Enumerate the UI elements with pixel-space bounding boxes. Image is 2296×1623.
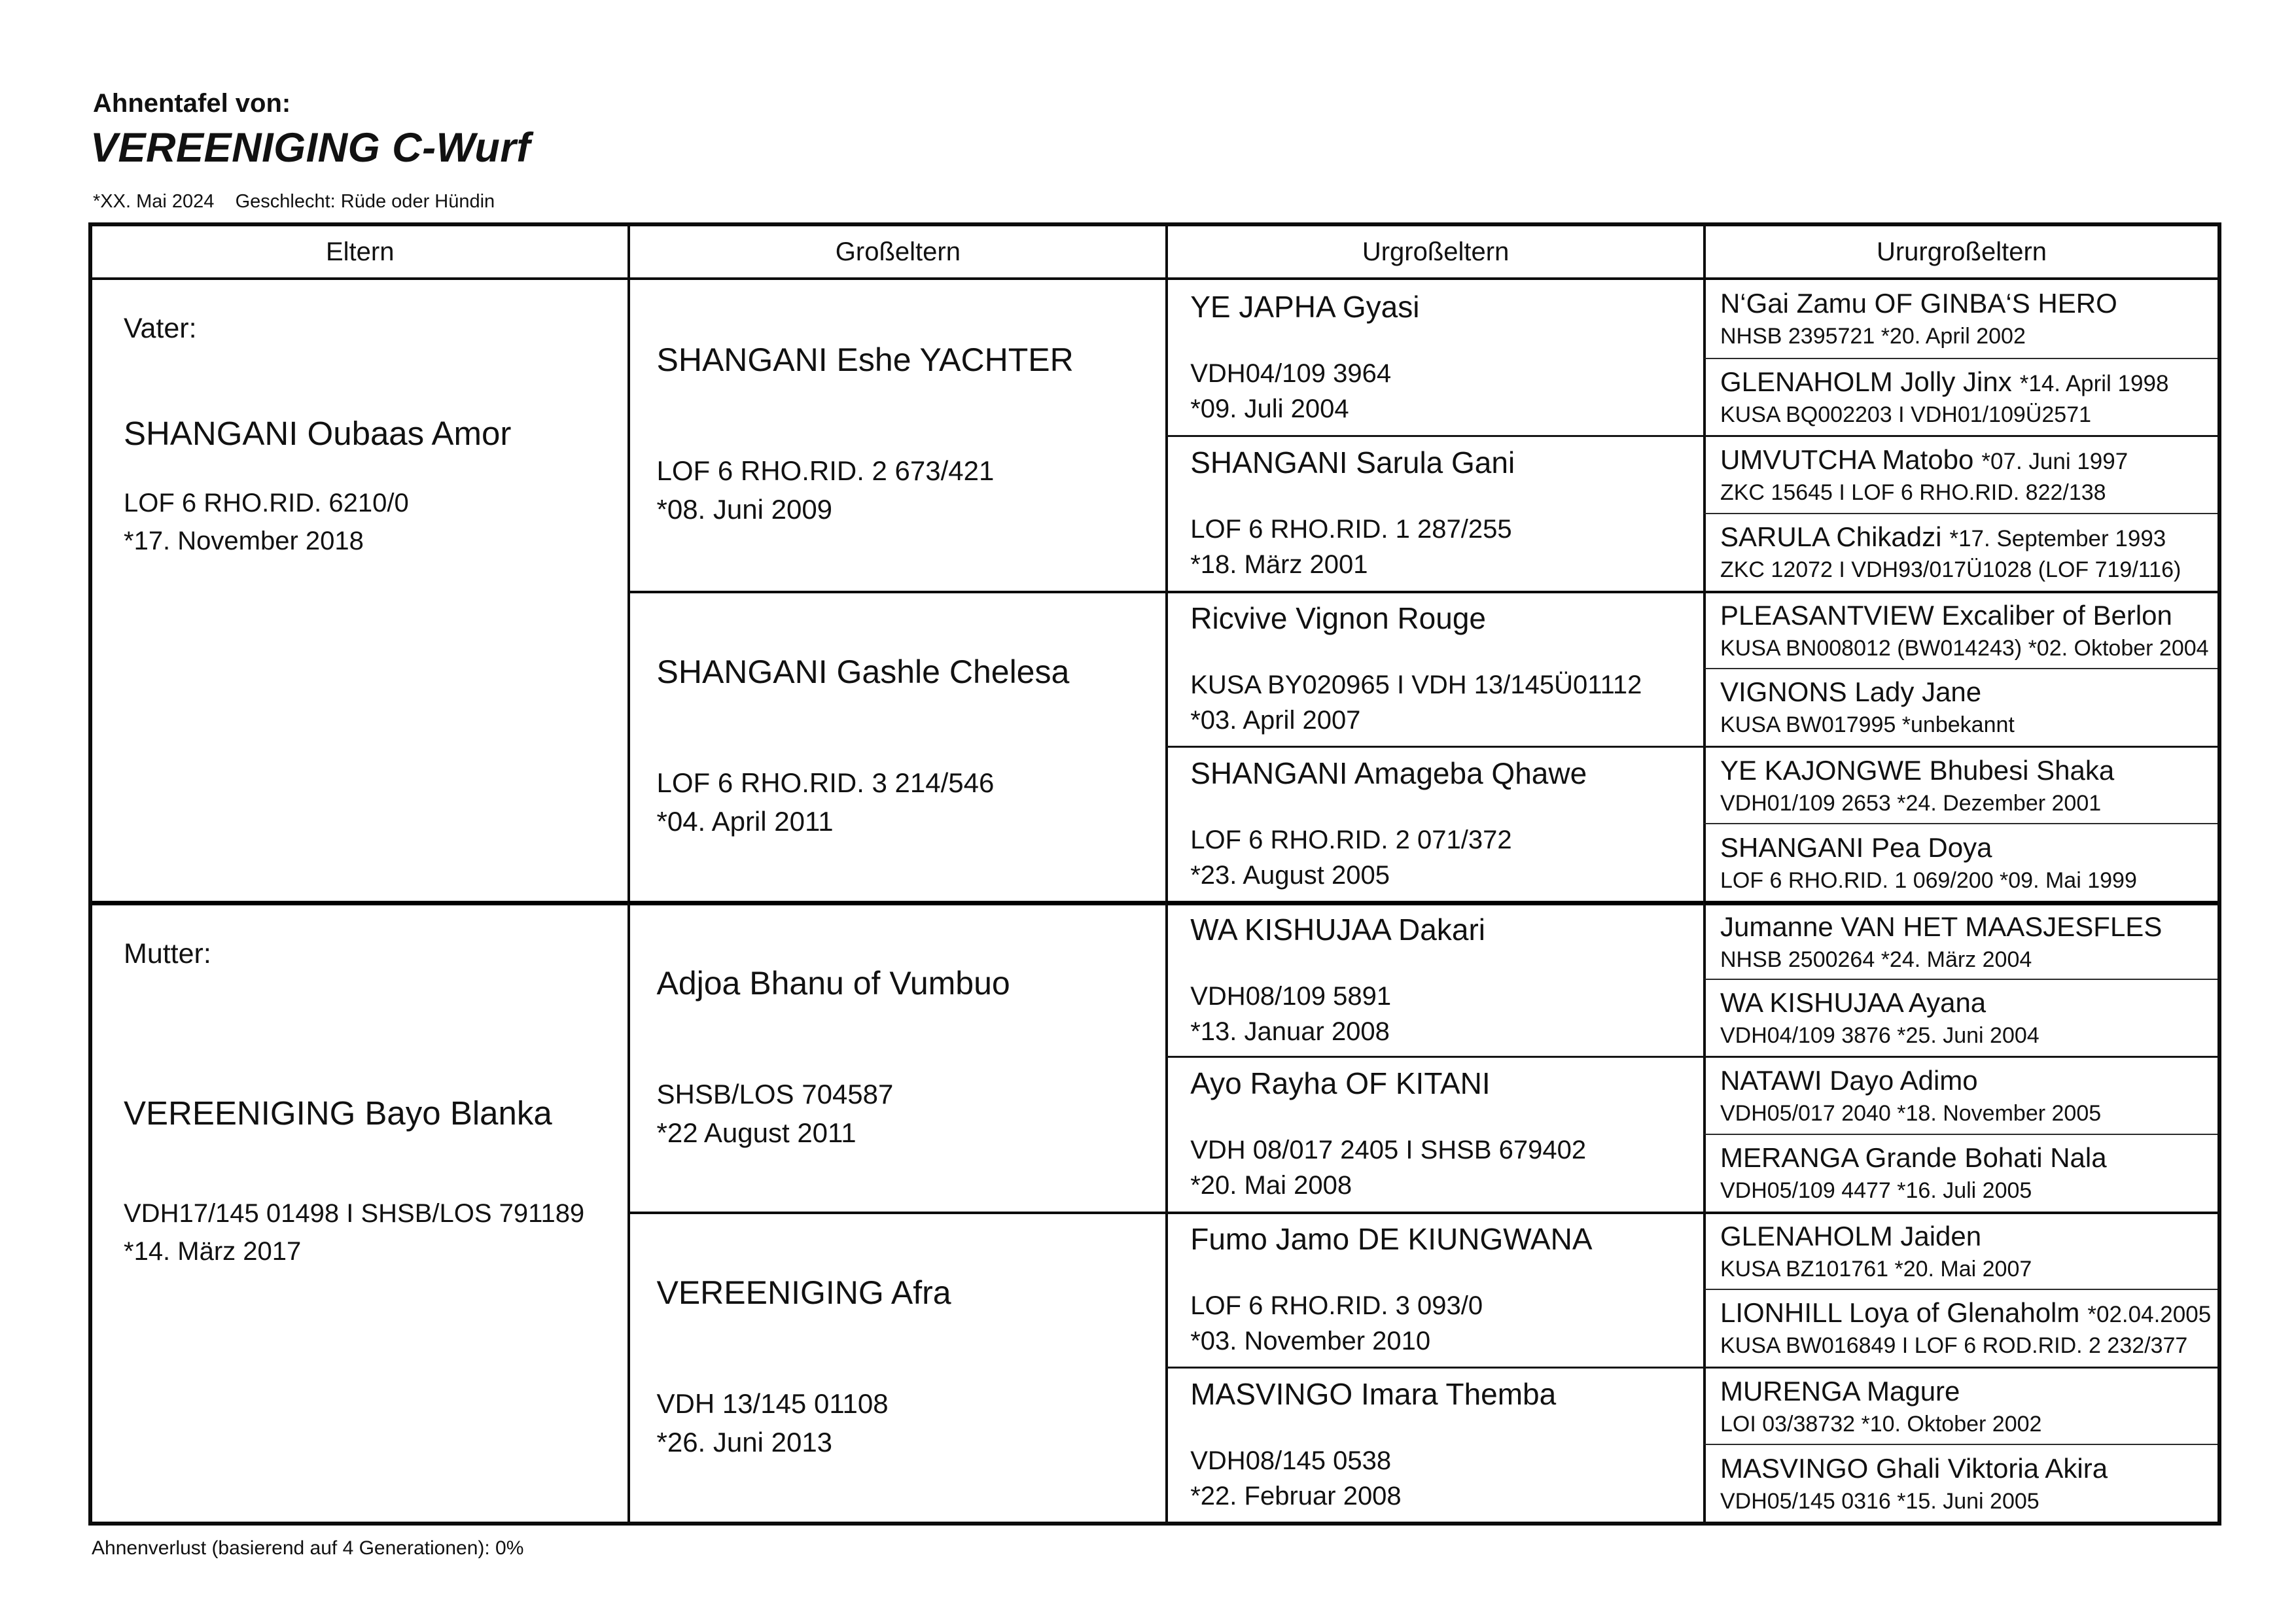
ancestor-name-line — [1720, 1142, 2217, 1174]
document-label: Ahnentafel von: — [93, 89, 291, 118]
ancestor-name-line — [1720, 676, 2217, 708]
great-grandparent-cell — [1165, 280, 1703, 435]
ancestor-name-line — [1720, 521, 2217, 553]
ancestor-registration: LOF 6 RHO.RID. 2 673/421 — [656, 455, 995, 487]
ancestor-registration: LOF 6 RHO.RID. 2 071/372 — [1190, 825, 1512, 854]
ancestor-birth-date: *03. April 2007 — [1190, 706, 1361, 735]
ancestor-registration: NHSB 2395721 *20. April 2002 — [1720, 324, 2026, 349]
registration-block — [1190, 1443, 1703, 1514]
column-header-eltern: Eltern — [92, 226, 627, 280]
ancestor-registration: SHSB/LOS 704587 — [656, 1078, 894, 1109]
ancestor-birth-date: *09. Juli 2004 — [1190, 394, 1349, 423]
ancestor-birth-date: *20. Mai 2008 — [1190, 1171, 1352, 1200]
registration-block — [1190, 356, 1703, 427]
great-great-grandparent-cell — [1703, 1134, 2217, 1212]
ancestor-registration: VDH05/109 4477 *16. Juli 2005 — [1720, 1178, 2032, 1204]
great-grandparent-cell — [1165, 1212, 1703, 1367]
ancestor-birth-date: *22 August 2011 — [656, 1117, 857, 1148]
ancestor-name: YE JAPHA Gyasi — [1190, 289, 1420, 324]
ancestor-name: SHANGANI Amageba Qhawe — [1190, 756, 1587, 790]
ancestor-registration: VDH08/109 5891 — [1190, 982, 1392, 1011]
column-header-urgrosseltern: Urgroßeltern — [1165, 226, 1703, 280]
registration-block — [656, 1075, 1165, 1153]
column-header-ururgrosseltern: Ururgroßeltern — [1703, 226, 2217, 280]
ancestor-registration: VDH 13/145 01108 — [656, 1387, 889, 1419]
ancestor-birth-date-inline: *14. April 1998 — [2019, 370, 2169, 396]
ancestor-name-line — [1720, 444, 2217, 476]
ancestor-registration: LOF 6 RHO.RID. 1 287/255 — [1190, 515, 1512, 544]
great-grandparent-cell — [1165, 746, 1703, 901]
ancestor-birth-date: *23. August 2005 — [1190, 860, 1390, 890]
ancestor-name: VEREENIGING Bayo Blanka — [124, 1094, 552, 1132]
ancestor-registration: LOF 6 RHO.RID. 3 093/0 — [1190, 1291, 1483, 1321]
great-grandparent-cell — [1165, 1056, 1703, 1211]
pedigree-table — [88, 222, 2221, 1526]
great-great-grandparent-cell — [1703, 901, 2217, 979]
mother-cell — [92, 901, 627, 1522]
ancestor-name: Ayo Rayha OF KITANI — [1190, 1066, 1491, 1101]
ancestor-registration: VDH17/145 01498 I SHSB/LOS 791189 — [124, 1199, 585, 1228]
registration-block — [1190, 822, 1703, 893]
column-header-grosseltern: Großeltern — [627, 226, 1165, 280]
ancestor-name: MURENGA Magure — [1720, 1375, 1960, 1406]
ancestor-name: SHANGANI Oubaas Amor — [124, 415, 512, 452]
ancestor-name: GLENAHOLM Jolly Jinx — [1720, 366, 2012, 397]
ancestor-name: Jumanne VAN HET MAASJESFLES — [1720, 911, 2163, 942]
ancestor-registration: KUSA BW017995 *unbekannt — [1720, 712, 2015, 738]
ancestor-name: WA KISHUJAA Dakari — [1190, 913, 1485, 947]
ancestor-name-line — [1720, 987, 2217, 1019]
ancestor-registration: KUSA BW016849 I LOF 6 ROD.RID. 2 232/377 — [1720, 1333, 2188, 1359]
ancestor-registration: LOF 6 RHO.RID. 3 214/546 — [656, 767, 995, 798]
ancestor-name-line — [1720, 288, 2217, 319]
ancestor-name: VEREENIGING Afra — [656, 1274, 951, 1311]
ancestor-name: MERANGA Grande Bohati Nala — [1720, 1142, 2107, 1174]
ancestor-name-line — [1720, 832, 2217, 864]
ancestor-birth-date: *17. November 2018 — [124, 527, 364, 555]
ancestor-name-line — [1720, 1221, 2217, 1252]
ancestor-name: MASVINGO Imara Themba — [1190, 1376, 1557, 1411]
ancestor-name: SARULA Chikadzi — [1720, 521, 1942, 553]
great-great-grandparent-cell — [1703, 513, 2217, 591]
ancestor-name-line — [1720, 366, 2217, 398]
great-great-grandparent-cell — [1703, 591, 2217, 669]
great-great-grandparent-cell — [1703, 1367, 2217, 1444]
great-grandparent-cell — [1165, 1367, 1703, 1522]
great-great-grandparent-cell — [1703, 1444, 2217, 1522]
ancestor-name-line — [1720, 1453, 2217, 1484]
ancestor-loss-note: Ahnenverlust (basierend auf 4 Generationen): 0% — [92, 1537, 524, 1559]
ancestor-registration: LOF 6 RHO.RID. 6210/0 — [124, 489, 409, 517]
great-grandparent-cell — [1165, 435, 1703, 590]
ancestor-name: WA KISHUJAA Ayana — [1720, 986, 1987, 1018]
ancestor-name: Ricvive Vignon Rouge — [1190, 601, 1486, 636]
ancestor-registration: VDH04/109 3964 — [1190, 358, 1392, 388]
ancestor-name-line — [1720, 755, 2217, 786]
registration-block — [124, 484, 409, 560]
registration-block — [124, 1195, 584, 1270]
ancestor-name-line — [1720, 1297, 2217, 1329]
parent-role-label: Mutter: — [124, 938, 211, 969]
registration-block — [656, 764, 1165, 841]
ancestor-birth-date-inline: *17. September 1993 — [1949, 526, 2166, 552]
ancestor-name: N‘Gai Zamu OF GINBA‘S HERO — [1720, 288, 2117, 319]
great-great-grandparent-cell — [1703, 668, 2217, 746]
great-great-grandparent-cell — [1703, 746, 2217, 824]
ancestor-name: GLENAHOLM Jaiden — [1720, 1220, 1982, 1251]
registration-block — [656, 452, 1165, 529]
ancestor-registration: VDH01/109 2653 *24. Dezember 2001 — [1720, 790, 2102, 816]
ancestor-name: Adjoa Bhanu of Vumbuo — [656, 964, 1010, 1002]
ancestor-birth-date: *03. November 2010 — [1190, 1327, 1431, 1356]
grandparent-cell — [627, 591, 1165, 901]
ancestor-name: VIGNONS Lady Jane — [1720, 676, 1982, 708]
ancestor-registration: VDH05/145 0316 *15. Juni 2005 — [1720, 1488, 2040, 1514]
great-great-grandparent-cell — [1703, 358, 2217, 436]
ancestor-registration: KUSA BN008012 (BW014243) *02. Oktober 2004 — [1720, 635, 2209, 661]
ancestor-birth-date: *18. März 2001 — [1190, 550, 1368, 580]
ancestor-name: YE KAJONGWE Bhubesi Shaka — [1720, 754, 2115, 786]
ancestor-registration: KUSA BY020965 I VDH 13/145Ü01112 — [1190, 671, 1642, 700]
father-cell — [92, 280, 627, 901]
great-great-grandparent-cell — [1703, 1212, 2217, 1289]
ancestor-registration: VDH 08/017 2405 I SHSB 679402 — [1190, 1136, 1587, 1165]
ancestor-registration: VDH05/017 2040 *18. November 2005 — [1720, 1101, 2102, 1126]
grandparent-cell — [627, 1212, 1165, 1522]
ancestor-registration: VDH04/109 3876 *25. Juni 2004 — [1720, 1022, 2040, 1048]
ancestor-name: SHANGANI Pea Doya — [1720, 831, 1992, 863]
birth-date-and-sex-line: *XX. Mai 2024 Geschlecht: Rüde oder Hündin — [93, 191, 495, 212]
ancestor-registration: ZKC 12072 I VDH93/017Ü1028 (LOF 719/116) — [1720, 557, 2181, 583]
registration-block — [1190, 667, 1703, 738]
great-great-grandparent-cell — [1703, 280, 2217, 358]
registration-block — [1190, 979, 1703, 1049]
ancestor-birth-date: *13. Januar 2008 — [1190, 1017, 1390, 1047]
ancestor-birth-date-inline: *02.04.2005 — [2087, 1302, 2212, 1328]
ancestor-registration: VDH08/145 0538 — [1190, 1446, 1392, 1475]
page-title: VEREENIGING C-Wurf — [90, 125, 531, 171]
ancestor-registration: LOF 6 RHO.RID. 1 069/200 *09. Mai 1999 — [1720, 867, 2137, 893]
ancestor-name: SHANGANI Sarula Gani — [1190, 445, 1515, 480]
ancestor-birth-date: *22. Februar 2008 — [1190, 1481, 1402, 1510]
ancestor-name: UMVUTCHA Matobo — [1720, 444, 1974, 476]
ancestor-name: MASVINGO Ghali Viktoria Akira — [1720, 1452, 2108, 1484]
registration-block — [656, 1385, 1165, 1462]
ancestor-name: SHANGANI Eshe YACHTER — [656, 341, 1074, 379]
parent-role-label: Vater: — [124, 313, 197, 344]
ancestor-name: NATAWI Dayo Adimo — [1720, 1065, 1978, 1096]
great-great-grandparent-cell — [1703, 823, 2217, 901]
great-great-grandparent-cell — [1703, 1289, 2217, 1367]
great-great-grandparent-cell — [1703, 435, 2217, 513]
great-grandparent-cell — [1165, 591, 1703, 746]
ancestor-name: LIONHILL Loya of Glenaholm — [1720, 1297, 2080, 1329]
ancestor-registration: KUSA BQ002203 I VDH01/109Ü2571 — [1720, 402, 2092, 427]
great-great-grandparent-cell — [1703, 1056, 2217, 1134]
ancestor-birth-date: *04. April 2011 — [656, 805, 834, 837]
ancestor-registration: NHSB 2500264 *24. März 2004 — [1720, 947, 2032, 972]
ancestor-registration: KUSA BZ101761 *20. Mai 2007 — [1720, 1256, 2032, 1282]
ancestor-name-line — [1720, 600, 2217, 631]
ancestor-birth-date: *14. März 2017 — [124, 1237, 302, 1266]
ancestor-name: SHANGANI Gashle Chelesa — [656, 653, 1070, 690]
ancestor-name: PLEASANTVIEW Excaliber of Berlon — [1720, 599, 2172, 631]
great-great-grandparent-cell — [1703, 979, 2217, 1056]
ancestor-birth-date-inline: *07. Juni 1997 — [1981, 449, 2128, 475]
ancestor-registration: ZKC 15645 I LOF 6 RHO.RID. 822/138 — [1720, 480, 2106, 506]
grandparent-cell — [627, 901, 1165, 1212]
ancestor-birth-date: *08. Juni 2009 — [656, 494, 833, 525]
ancestor-registration: LOI 03/38732 *10. Oktober 2002 — [1720, 1411, 2042, 1437]
ancestor-name-line — [1720, 1376, 2217, 1407]
registration-block — [1190, 512, 1703, 582]
registration-block — [1190, 1132, 1703, 1203]
grandparent-cell — [627, 280, 1165, 591]
great-grandparent-cell — [1165, 901, 1703, 1056]
ancestor-birth-date: *26. Juni 2013 — [656, 1426, 833, 1457]
registration-block — [1190, 1288, 1703, 1359]
ancestor-name-line — [1720, 1065, 2217, 1096]
ancestor-name: Fumo Jamo DE KIUNGWANA — [1190, 1222, 1593, 1257]
ancestor-name-line — [1720, 911, 2217, 943]
